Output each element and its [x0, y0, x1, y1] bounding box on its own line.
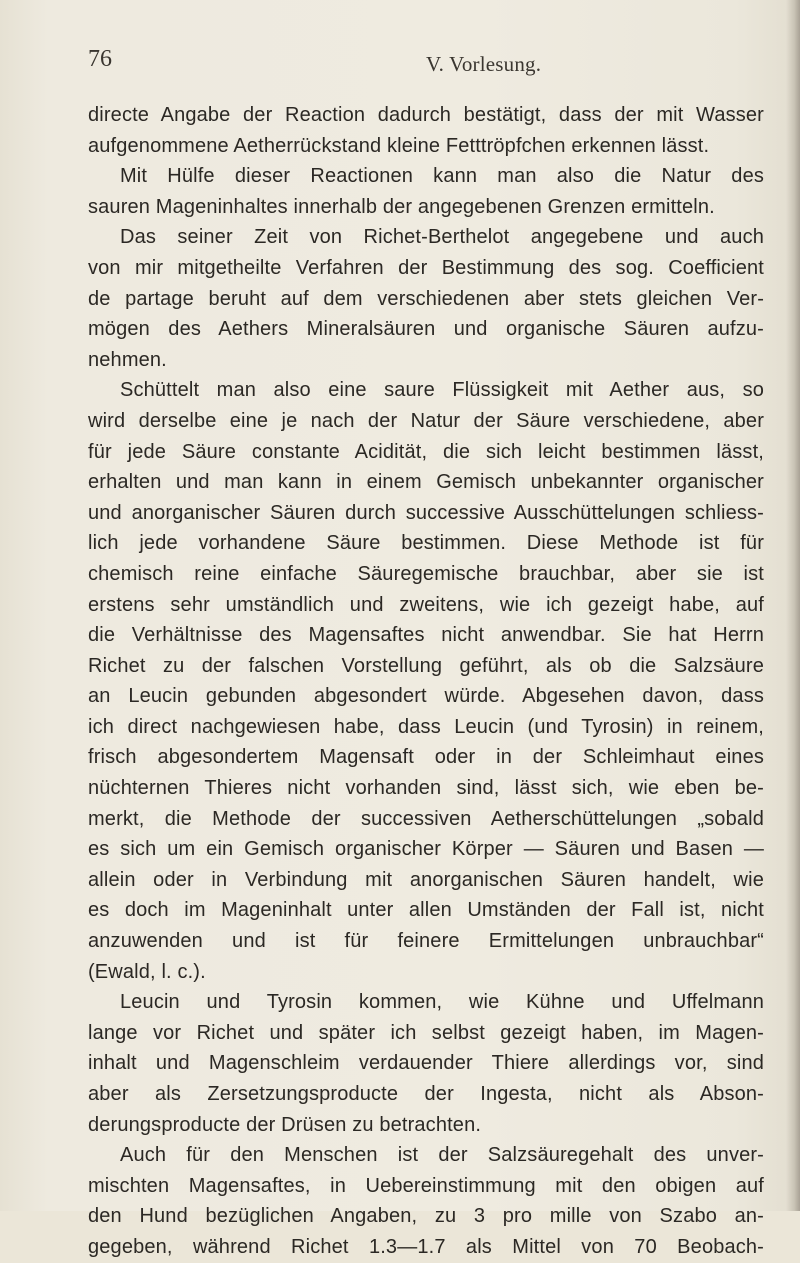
- text-line: Auch für den Menschen ist der Salzsäuregehalt des unver-: [120, 1144, 764, 1167]
- text-line: Mit Hülfe dieser Reactionen kann man also die Natur des: [120, 165, 764, 188]
- text-line: derungsproducte der Drüsen zu betrachten.: [88, 1113, 482, 1136]
- text-line: es sich um ein Gemisch organischer Körper — Säuren und Basen —: [88, 838, 764, 861]
- body-text: [88, 100, 764, 1263]
- text-line: (Ewald, l. c.).: [88, 960, 206, 983]
- text-line: nüchternen Thieres nicht vorhanden sind, lässt sich, wie eben be-: [88, 777, 764, 800]
- text-line: Das seiner Zeit von Richet-Berthelot angegebene und auch: [120, 226, 764, 249]
- text-line: die Verhältnisse des Magensaftes nicht anwendbar. Sie hat Herrn: [88, 624, 764, 647]
- text-line: ich direct nachgewiesen habe, dass Leucin (und Tyrosin) in reinem,: [88, 715, 764, 738]
- text-line: nehmen.: [88, 348, 167, 371]
- text-line: lange vor Richet und später ich selbst gezeigt haben, im Magen-: [88, 1021, 764, 1044]
- text-line: allein oder in Verbindung mit anorganischen Säuren handelt, wie: [88, 868, 764, 891]
- page-header: [88, 46, 768, 80]
- text-line: chemisch reine einfache Säuregemische brauchbar, aber sie ist: [88, 562, 764, 585]
- text-line: gegeben, während Richet 1.3—1.7 als Mittel von 70 Beobach-: [88, 1235, 764, 1258]
- text-line: mögen des Aethers Mineralsäuren und organische Säuren aufzu-: [88, 318, 764, 341]
- text-line: erstens sehr umständlich und zweitens, wie ich gezeigt habe, auf: [88, 593, 764, 616]
- text-line: merkt, die Methode der successiven Aetherschüttelungen „sobald: [88, 807, 764, 830]
- text-line: aber als Zersetzungsproducte der Ingesta, nicht als Abson-: [88, 1083, 764, 1105]
- text-line: von mir mitgetheilte Verfahren der Bestimmung des sog. Coefficient: [88, 256, 764, 279]
- text-line: mischten Magensaftes, in Uebereinstimmung mit den obigen auf: [88, 1174, 764, 1197]
- text-line: de partage beruht auf dem verschiedenen aber stets gleichen Ver-: [88, 287, 764, 310]
- text-line: inhalt und Magenschleim verdauender Thiere allerdings vor, sind: [88, 1052, 764, 1075]
- text-line: und anorganischer Säuren durch successive Ausschüttelungen schliess-: [88, 501, 764, 524]
- page-edge-shadow: [786, 0, 800, 1211]
- text-line: Leucin und Tyrosin kommen, wie Kühne und Uffelmann: [120, 991, 764, 1014]
- text-line: directe Angabe der Reaction dadurch bestätigt, dass der mit Wasser: [88, 104, 764, 126]
- text-line: für jede Säure constante Acidität, die sich leicht bestimmen lässt,: [88, 440, 764, 463]
- text-line: aufgenommene Aetherrückstand kleine Fetttröpfchen erkennen lässt.: [88, 134, 710, 157]
- text-line: erhalten und man kann in einem Gemisch unbekannter organischer: [88, 471, 764, 494]
- text-line: Richet zu der falschen Vorstellung geführt, als ob die Salzsäure: [88, 654, 764, 677]
- running-head: V. Vorlesung.: [426, 52, 542, 76]
- text-line: es doch im Mageninhalt unter allen Umständen der Fall ist, nicht: [88, 899, 764, 922]
- text-line: anzuwenden und ist für feinere Ermittelungen unbrauchbar“: [88, 930, 764, 953]
- page-number: 76: [88, 46, 112, 72]
- text-line: lich jede vorhandene Säure bestimmen. Diese Methode ist für: [88, 532, 764, 555]
- text-line: frisch abgesondertem Magensaft oder in der Schleimhaut eines: [88, 746, 764, 769]
- text-line: den Hund bezüglichen Angaben, zu 3 pro mille von Szabo an-: [88, 1205, 764, 1228]
- text-line: Schüttelt man also eine saure Flüssigkeit mit Aether aus, so: [120, 379, 764, 402]
- text-line: sauren Mageninhaltes innerhalb der angegebenen Grenzen ermitteln.: [88, 195, 715, 218]
- text-line: an Leucin gebunden abgesondert würde. Abgesehen davon, dass: [88, 685, 764, 708]
- text-line: wird derselbe eine je nach der Natur der Säure verschiedene, aber: [88, 409, 764, 432]
